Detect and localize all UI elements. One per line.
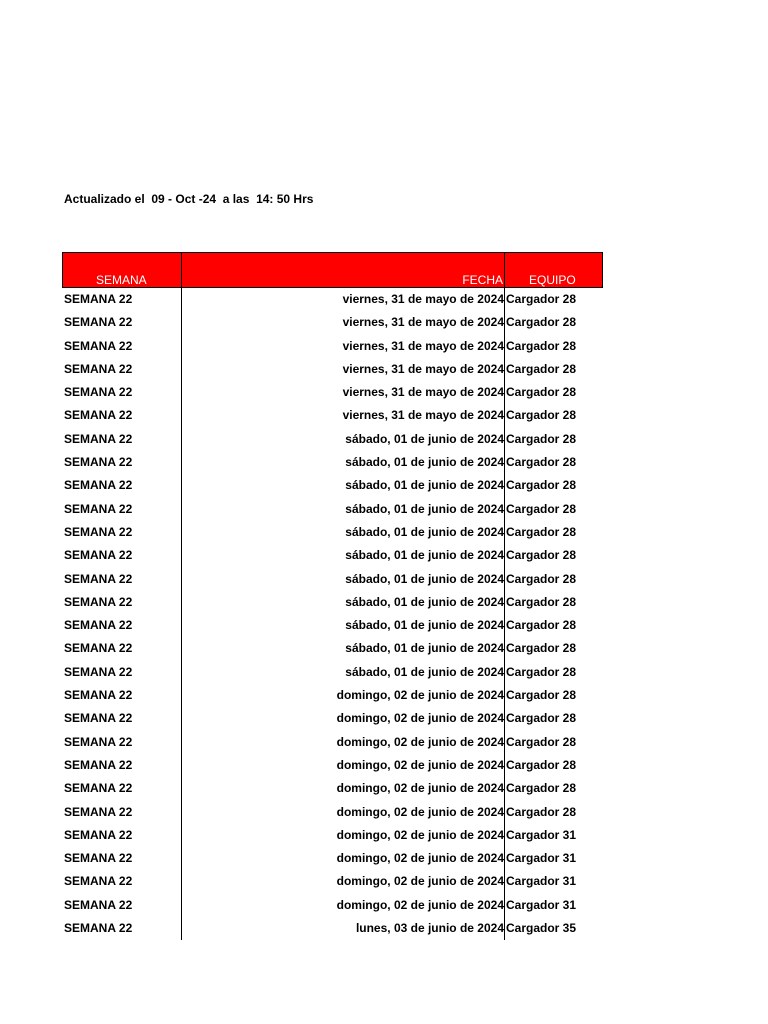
cell-equipo: Cargador 28 <box>506 618 577 633</box>
table-row <box>62 521 603 544</box>
cell-semana: SEMANA 22 <box>64 478 133 493</box>
table-row <box>62 824 603 847</box>
table-header <box>62 252 603 288</box>
table-row <box>62 335 603 358</box>
cell-equipo: Cargador 28 <box>506 548 577 563</box>
table-row <box>62 544 603 567</box>
cell-semana: SEMANA 22 <box>64 618 133 633</box>
cell-semana: SEMANA 22 <box>64 897 133 912</box>
cell-equipo: Cargador 28 <box>506 641 577 656</box>
cell-semana: SEMANA 22 <box>64 804 133 819</box>
cell-equipo: Cargador 28 <box>506 501 577 516</box>
cell-equipo: Cargador 28 <box>506 594 577 609</box>
cell-equipo: Cargador 28 <box>506 455 577 470</box>
cell-equipo: Cargador 31 <box>506 827 577 842</box>
cell-fecha: domingo, 02 de junio de 2024 <box>336 688 504 703</box>
cell-semana: SEMANA 22 <box>64 781 133 796</box>
cell-semana: SEMANA 22 <box>64 688 133 703</box>
header-fecha: FECHA <box>462 273 503 287</box>
table-row <box>62 288 603 311</box>
table-row <box>62 428 603 451</box>
header-equipo: EQUIPO <box>529 273 576 287</box>
cell-fecha: sábado, 01 de junio de 2024 <box>345 524 504 539</box>
cell-equipo: Cargador 28 <box>506 757 577 772</box>
table-row <box>62 870 603 893</box>
table-row <box>62 661 603 684</box>
cell-fecha: sábado, 01 de junio de 2024 <box>345 571 504 586</box>
table-row <box>62 731 603 754</box>
cell-fecha: domingo, 02 de junio de 2024 <box>336 804 504 819</box>
cell-equipo: Cargador 31 <box>506 874 577 889</box>
cell-fecha: domingo, 02 de junio de 2024 <box>336 711 504 726</box>
cell-fecha: domingo, 02 de junio de 2024 <box>336 851 504 866</box>
cell-semana: SEMANA 22 <box>64 921 133 936</box>
cell-fecha: sábado, 01 de junio de 2024 <box>345 594 504 609</box>
table-row <box>62 381 603 404</box>
cell-equipo: Cargador 28 <box>506 338 577 353</box>
table-row <box>62 474 603 497</box>
cell-semana: SEMANA 22 <box>64 431 133 446</box>
cell-fecha: domingo, 02 de junio de 2024 <box>336 827 504 842</box>
cell-semana: SEMANA 22 <box>64 734 133 749</box>
cell-semana: SEMANA 22 <box>64 711 133 726</box>
schedule-table <box>62 252 603 940</box>
last-updated-text: Actualizado el 09 - Oct -24 a las 14: 50 Hrs <box>64 192 314 206</box>
cell-equipo: Cargador 28 <box>506 664 577 679</box>
cell-fecha: sábado, 01 de junio de 2024 <box>345 548 504 563</box>
cell-equipo: Cargador 28 <box>506 711 577 726</box>
column-divider <box>181 253 182 287</box>
cell-semana: SEMANA 22 <box>64 524 133 539</box>
table-row <box>62 358 603 381</box>
cell-fecha: sábado, 01 de junio de 2024 <box>345 664 504 679</box>
cell-fecha: viernes, 31 de mayo de 2024 <box>342 338 504 353</box>
cell-semana: SEMANA 22 <box>64 827 133 842</box>
cell-fecha: sábado, 01 de junio de 2024 <box>345 641 504 656</box>
cell-equipo: Cargador 28 <box>506 292 577 306</box>
table-row <box>62 684 603 707</box>
table-row <box>62 614 603 637</box>
cell-equipo: Cargador 28 <box>506 524 577 539</box>
cell-equipo: Cargador 31 <box>506 851 577 866</box>
cell-fecha: viernes, 31 de mayo de 2024 <box>342 315 504 330</box>
cell-semana: SEMANA 22 <box>64 664 133 679</box>
table-row <box>62 707 603 730</box>
cell-equipo: Cargador 28 <box>506 478 577 493</box>
cell-semana: SEMANA 22 <box>64 315 133 330</box>
cell-equipo: Cargador 28 <box>506 431 577 446</box>
table-row <box>62 777 603 800</box>
cell-semana: SEMANA 22 <box>64 501 133 516</box>
cell-fecha: sábado, 01 de junio de 2024 <box>345 501 504 516</box>
table-body <box>62 288 603 940</box>
cell-fecha: viernes, 31 de mayo de 2024 <box>342 292 504 306</box>
cell-equipo: Cargador 28 <box>506 408 577 423</box>
cell-semana: SEMANA 22 <box>64 361 133 376</box>
cell-fecha: domingo, 02 de junio de 2024 <box>336 734 504 749</box>
cell-semana: SEMANA 22 <box>64 385 133 400</box>
table-row <box>62 498 603 521</box>
table-row <box>62 917 603 940</box>
cell-semana: SEMANA 22 <box>64 757 133 772</box>
cell-fecha: sábado, 01 de junio de 2024 <box>345 431 504 446</box>
cell-fecha: domingo, 02 de junio de 2024 <box>336 874 504 889</box>
cell-equipo: Cargador 28 <box>506 361 577 376</box>
cell-semana: SEMANA 22 <box>64 571 133 586</box>
cell-semana: SEMANA 22 <box>64 408 133 423</box>
table-row <box>62 847 603 870</box>
cell-equipo: Cargador 28 <box>506 734 577 749</box>
cell-equipo: Cargador 31 <box>506 897 577 912</box>
table-row <box>62 568 603 591</box>
cell-equipo: Cargador 35 <box>506 921 577 936</box>
cell-semana: SEMANA 22 <box>64 548 133 563</box>
cell-equipo: Cargador 28 <box>506 781 577 796</box>
cell-fecha: domingo, 02 de junio de 2024 <box>336 897 504 912</box>
cell-semana: SEMANA 22 <box>64 851 133 866</box>
cell-fecha: sábado, 01 de junio de 2024 <box>345 618 504 633</box>
cell-semana: SEMANA 22 <box>64 594 133 609</box>
cell-fecha: domingo, 02 de junio de 2024 <box>336 781 504 796</box>
cell-fecha: viernes, 31 de mayo de 2024 <box>342 361 504 376</box>
cell-fecha: viernes, 31 de mayo de 2024 <box>342 408 504 423</box>
cell-equipo: Cargador 28 <box>506 688 577 703</box>
cell-fecha: viernes, 31 de mayo de 2024 <box>342 385 504 400</box>
cell-semana: SEMANA 22 <box>64 455 133 470</box>
cell-semana: SEMANA 22 <box>64 874 133 889</box>
cell-semana: SEMANA 22 <box>64 641 133 656</box>
cell-equipo: Cargador 28 <box>506 571 577 586</box>
table-row <box>62 451 603 474</box>
cell-semana: SEMANA 22 <box>64 292 133 306</box>
table-row <box>62 404 603 427</box>
cell-equipo: Cargador 28 <box>506 315 577 330</box>
table-row <box>62 754 603 777</box>
table-row <box>62 311 603 334</box>
table-row <box>62 637 603 660</box>
column-divider <box>504 253 505 287</box>
cell-fecha: domingo, 02 de junio de 2024 <box>336 757 504 772</box>
cell-equipo: Cargador 28 <box>506 804 577 819</box>
table-row <box>62 801 603 824</box>
header-semana: SEMANA <box>96 273 147 287</box>
cell-fecha: lunes, 03 de junio de 2024 <box>355 921 504 936</box>
table-row <box>62 591 603 614</box>
table-row <box>62 894 603 917</box>
cell-equipo: Cargador 28 <box>506 385 577 400</box>
cell-semana: SEMANA 22 <box>64 338 133 353</box>
cell-fecha: sábado, 01 de junio de 2024 <box>345 455 504 470</box>
cell-fecha: sábado, 01 de junio de 2024 <box>345 478 504 493</box>
